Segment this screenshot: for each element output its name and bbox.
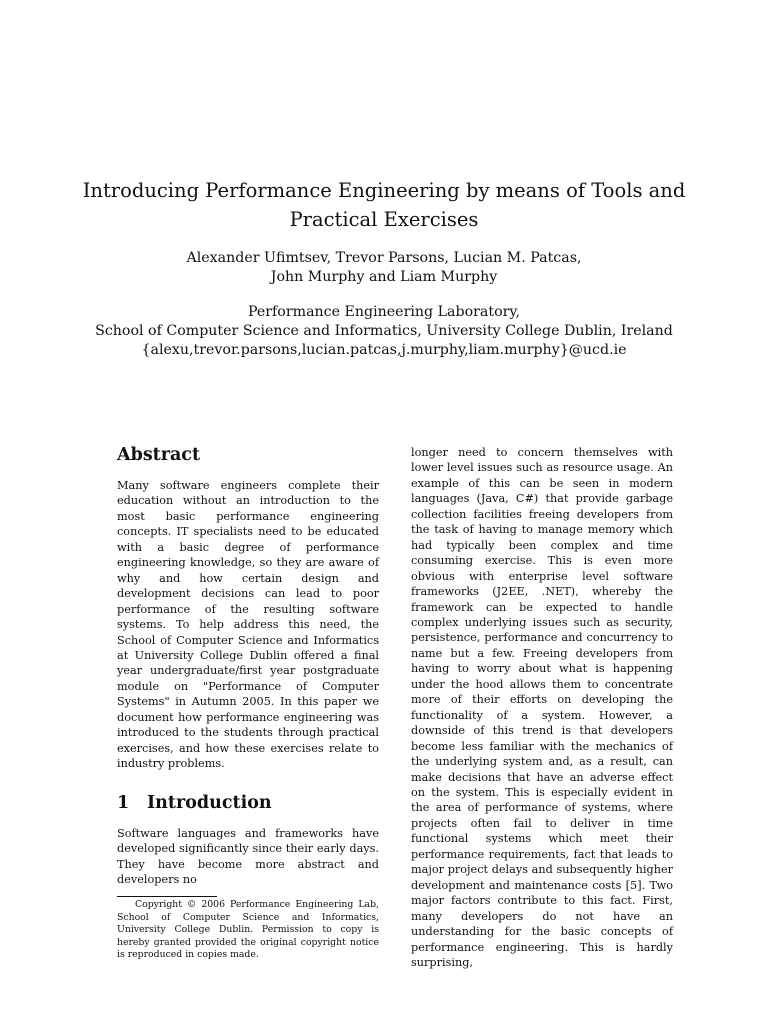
- right-column-text: longer need to concern themselves with lower level issues such as resource usage. An example of this can be seen in modern languages (Java, C#) that provide garbage collection facilities freeing developers from the task of having to manage memory which had typically been complex and time consuming exercise. This is even more obvious with enterprise level software frameworks (J2EE, .NET), whereby the framework can be expected to handle complex underlying issues such as security, persistence, performance and concurrency to name but a few. Freeing developers from having to worry about what is happening under the hood allows them to concentrate more of their efforts on developing the functionality of a system. However, a downside of this trend is that developers become less familiar with the mechanics of the underlying system and, as a result, can make decisions that have an adverse effect on the system. This is especially evident in the area of performance of systems, where projects often fail to deliver in time functional systems which meet their performance requirements, fact that leads to major project delays and subsequently higher development and maintenance costs [5]. Two major factors contribute to this fact. First, many developers do not have an understanding for the basic concepts of performance engineering. This is hardly surprising,: [411, 446, 673, 969]
- abstract-text: Many software engineers complete their education without an introduction to the most basic performance engineering concepts. IT specialists need to be educated with a basic degree of performance engineering knowledge, so they are aware of why and how certain design and development decisions can lead to poor performance of the resulting software systems. To help address this need, the School of Computer Science and Informatics at University College Dublin offered a final year undergraduate/first year postgraduate module on "Performance of Computer Systems" in Autumn 2005. In this paper we document how performance engineering was introduced to the students through practical exercises, and how these exercises relate to industry problems.: [117, 479, 379, 771]
- author-list: [0, 249, 768, 287]
- abstract-heading: Abstract: [117, 445, 201, 465]
- copyright-footnote: Copyright © 2006 Performance Engineering Lab, School of Computer Science and Informatics, University College Dublin. Permission to copy is hereby granted provided the original copyright notice is reproduced in copies made.: [117, 899, 379, 961]
- affiliation: [0, 303, 768, 360]
- authors-line-2: John Murphy and Liam Murphy: [270, 269, 498, 285]
- affiliation-emails: {alexu,trevor.parsons,lucian.patcas,j.murphy,liam.murphy}@ucd.ie: [141, 342, 627, 358]
- footnote-divider: [117, 896, 217, 897]
- affiliation-school: School of Computer Science and Informatics, University College Dublin, Ireland: [95, 323, 673, 339]
- authors-line-1: Alexander Ufimtsev, Trevor Parsons, Lucian M. Patcas,: [186, 250, 582, 266]
- paper-title-line-2: Practical Exercises: [289, 208, 479, 231]
- right-column: [411, 445, 673, 970]
- paper-title-line-1: Introducing Performance Engineering by means of Tools and: [82, 179, 686, 202]
- section-title: Introduction: [147, 792, 272, 813]
- introduction-heading: [117, 792, 379, 814]
- introduction-text: Software languages and frameworks have developed significantly since their early days. They have become more abstract and developers no: [117, 826, 379, 886]
- affiliation-lab: Performance Engineering Laboratory,: [247, 304, 521, 320]
- section-number: 1: [117, 792, 130, 813]
- title-block: [0, 176, 768, 360]
- left-column: [117, 440, 379, 961]
